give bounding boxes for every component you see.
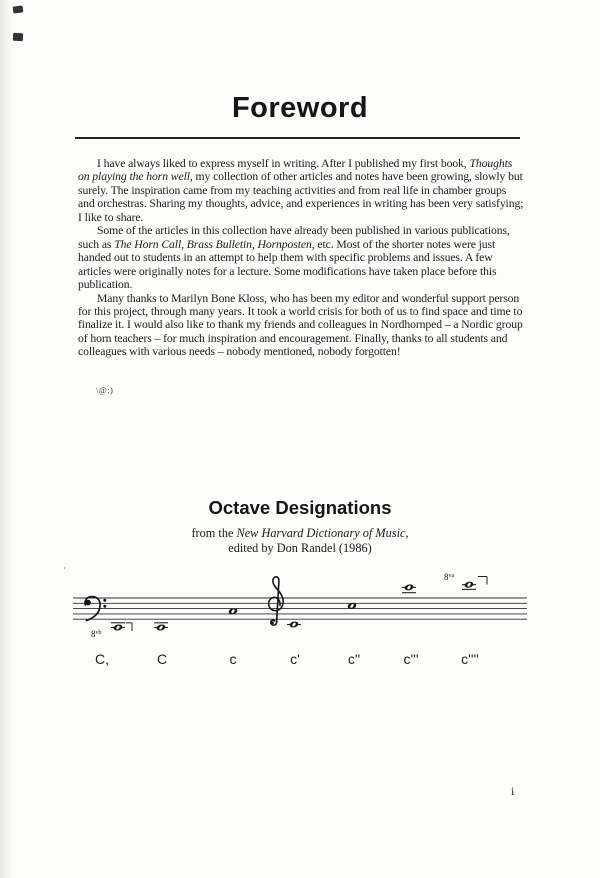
whole-note-c7: [462, 577, 487, 590]
foreword-paragraph-2: Some of the articles in this collection have already been published in various publications, such as The Horn Call, Brass Bulletin, Hornposten, etc. Most of the shorter notes were just handed out to students in an attempt to help them with specific problems and issues. A few articles were originally notes for a lecture. Some modifications have taken place before this publication.: [78, 224, 510, 292]
scan-edge-shade: [0, 0, 12, 878]
octave-label-c6: c''': [403, 651, 419, 667]
foreword-text: [78, 157, 525, 359]
ottava-alta-mark: $8^{va}$: [444, 572, 455, 582]
octave-label-contra-c: C,: [95, 651, 109, 667]
whole-note-c6: [402, 584, 416, 593]
octave-section-title: Octave Designations: [208, 497, 392, 518]
octave-label-great-c: C: [156, 651, 168, 667]
scan-speck: [13, 5, 24, 13]
whole-note-middle-c: [287, 621, 301, 629]
ottava-bassa-bracket: [126, 623, 132, 631]
staff-lines: [73, 598, 527, 619]
heading-rule: [75, 137, 520, 139]
author-signature-mark: \@:): [96, 385, 114, 395]
foreword-paragraph-3: Many thanks to Marilyn Bone Kloss, who has been my editor and wonderful support person for this project, through many years. It took a world crisis for both of us to find space and time to finalize it. I would also like to thank my friends and colleagues in Nordhornped – a Nordic group of horn teachers – for much inspiration and encouragement. Finally, thanks to all students and colleagues with various needs – nobody mentioned, nobody forgotten!: [78, 291, 523, 359]
page-number: i: [511, 784, 515, 798]
octave-subtitle-line2: edited by Don Randel (1986): [228, 541, 372, 555]
octave-label-small-c: c: [229, 651, 237, 667]
octave-subtitle-line1: from the New Harvard Dictionary of Music,: [191, 526, 409, 540]
whole-note-contra-c: [111, 623, 132, 632]
music-staff: [70, 565, 530, 645]
ottava-alta-bracket: [478, 577, 487, 585]
ottava-bassa-mark: $8^{vb}$: [91, 629, 102, 639]
octave-label-c7: c'''': [461, 651, 479, 667]
page-title: Foreword: [231, 92, 369, 124]
octave-label-c5: c'': [347, 651, 361, 667]
whole-note-great-c: [154, 623, 168, 632]
octave-label-c4: c': [290, 651, 300, 667]
scan-speck: [13, 33, 23, 42]
stray-pencil-mark: ': [61, 564, 67, 578]
treble-clef-icon: [269, 577, 284, 625]
foreword-paragraph-1: I have always liked to express myself in writing. After I published my first book, Thoughts on playing the horn well, my collection of other articles and notes have been growing, slowly but surely. The inspiration came from my teaching activities and from real life in chamber groups and orchestras. Sharing my thoughts, advice, and experiences in writing has been very satisfying; I like to share.: [78, 157, 524, 224]
